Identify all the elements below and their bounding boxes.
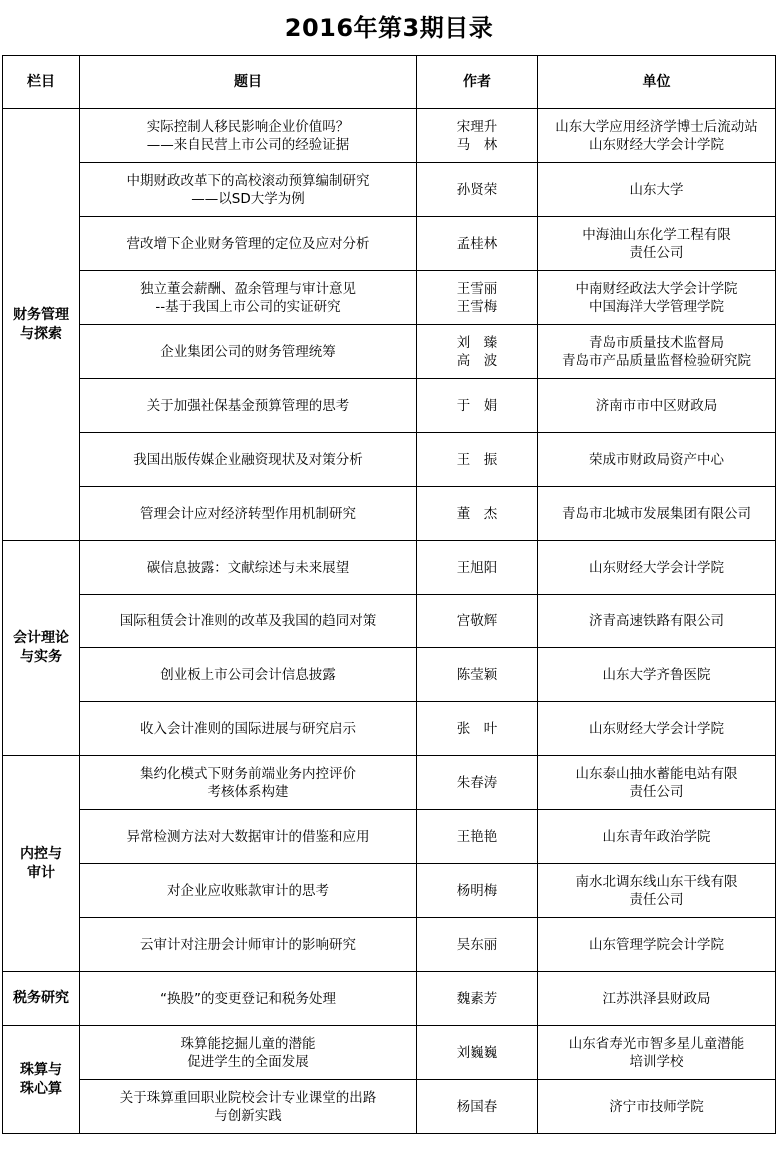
author-cell: 宫敬辉 — [417, 595, 538, 648]
table-row — [3, 217, 776, 271]
unit-cell: 山东管理学院会计学院 — [538, 918, 776, 972]
table-row — [3, 487, 776, 541]
author-cell: 孙贤荣 — [417, 163, 538, 217]
table-row — [3, 810, 776, 864]
topic-cell: 集约化模式下财务前端业务内控评价 考核体系构建 — [80, 756, 417, 810]
author-cell: 王雪丽 王雪梅 — [417, 271, 538, 325]
unit-cell: 济南市市中区财政局 — [538, 379, 776, 433]
author-cell: 宋理升 马 林 — [417, 109, 538, 163]
author-cell: 吴东丽 — [417, 918, 538, 972]
table-row — [3, 702, 776, 756]
author-cell: 朱春涛 — [417, 756, 538, 810]
author-cell: 董 杰 — [417, 487, 538, 541]
unit-cell: 济宁市技师学院 — [538, 1080, 776, 1134]
table-row — [3, 163, 776, 217]
header-unit: 单位 — [538, 56, 776, 109]
author-cell: 张 叶 — [417, 702, 538, 756]
table-row — [3, 918, 776, 972]
topic-cell: 国际租赁会计准则的改革及我国的趋同对策 — [80, 595, 417, 648]
section-column-cell: 内控与 审计 — [3, 756, 80, 972]
topic-cell: 关于加强社保基金预算管理的思考 — [80, 379, 417, 433]
topic-cell: 独立董会薪酬、盈余管理与审计意见 --基于我国上市公司的实证研究 — [80, 271, 417, 325]
table-row — [3, 756, 776, 810]
unit-cell: 山东大学 — [538, 163, 776, 217]
table-row — [3, 541, 776, 595]
author-cell: 魏素芳 — [417, 972, 538, 1026]
topic-cell: 珠算能挖掘儿童的潜能 促进学生的全面发展 — [80, 1026, 417, 1080]
unit-cell: 山东省寿光市智多星儿童潜能 培训学校 — [538, 1026, 776, 1080]
table-row — [3, 595, 776, 648]
unit-cell: 中海油山东化学工程有限 责任公司 — [538, 217, 776, 271]
author-cell: 刘 臻 高 波 — [417, 325, 538, 379]
section-column-cell: 会计理论 与实务 — [3, 541, 80, 756]
author-cell: 于 娟 — [417, 379, 538, 433]
table-row — [3, 864, 776, 918]
table-row — [3, 325, 776, 379]
unit-cell: 荣成市财政局资产中心 — [538, 433, 776, 487]
header-topic: 题目 — [80, 56, 417, 109]
author-cell: 王 振 — [417, 433, 538, 487]
unit-cell: 山东青年政治学院 — [538, 810, 776, 864]
topic-cell: “换股”的变更登记和税务处理 — [80, 972, 417, 1026]
section-column-cell: 税务研究 — [3, 972, 80, 1026]
table-row — [3, 1026, 776, 1080]
topic-cell: 收入会计准则的国际进展与研究启示 — [80, 702, 417, 756]
unit-cell: 山东大学齐鲁医院 — [538, 648, 776, 702]
table-row — [3, 271, 776, 325]
unit-cell: 山东泰山抽水蓄能电站有限 责任公司 — [538, 756, 776, 810]
header-row — [3, 56, 776, 109]
author-cell: 王旭阳 — [417, 541, 538, 595]
topic-cell: 云审计对注册会计师审计的影响研究 — [80, 918, 417, 972]
unit-cell: 南水北调东线山东干线有限 责任公司 — [538, 864, 776, 918]
unit-cell: 山东大学应用经济学博士后流动站 山东财经大学会计学院 — [538, 109, 776, 163]
topic-cell: 实际控制人移民影响企业价值吗？ ——来自民营上市公司的经验证据 — [80, 109, 417, 163]
topic-cell: 碳信息披露：文献综述与未来展望 — [80, 541, 417, 595]
topic-cell: 对企业应收账款审计的思考 — [80, 864, 417, 918]
unit-cell: 青岛市北城市发展集团有限公司 — [538, 487, 776, 541]
topic-cell: 管理会计应对经济转型作用机制研究 — [80, 487, 417, 541]
contents-table — [2, 55, 776, 1134]
topic-cell: 我国出版传媒企业融资现状及对策分析 — [80, 433, 417, 487]
section-column-cell: 珠算与 珠心算 — [3, 1026, 80, 1134]
table-row — [3, 1080, 776, 1134]
table-row — [3, 972, 776, 1026]
unit-cell: 山东财经大学会计学院 — [538, 541, 776, 595]
contents-body — [3, 109, 776, 1134]
header-author: 作者 — [417, 56, 538, 109]
topic-cell: 中期财政改革下的高校滚动预算编制研究 ——以SD大学为例 — [80, 163, 417, 217]
table-row — [3, 433, 776, 487]
author-cell: 王艳艳 — [417, 810, 538, 864]
table-row — [3, 109, 776, 163]
unit-cell: 济青高速铁路有限公司 — [538, 595, 776, 648]
author-cell: 孟桂林 — [417, 217, 538, 271]
author-cell: 刘巍巍 — [417, 1026, 538, 1080]
unit-cell: 江苏洪泽县财政局 — [538, 972, 776, 1026]
unit-cell: 山东财经大学会计学院 — [538, 702, 776, 756]
author-cell: 杨明梅 — [417, 864, 538, 918]
table-row — [3, 648, 776, 702]
page-title: 2016年第3期目录 — [284, 14, 494, 42]
topic-cell: 异常检测方法对大数据审计的借鉴和应用 — [80, 810, 417, 864]
table-row — [3, 379, 776, 433]
topic-cell: 创业板上市公司会计信息披露 — [80, 648, 417, 702]
topic-cell: 营改增下企业财务管理的定位及应对分析 — [80, 217, 417, 271]
unit-cell: 青岛市质量技术监督局 青岛市产品质量监督检验研究院 — [538, 325, 776, 379]
header-column: 栏目 — [3, 56, 80, 109]
unit-cell: 中南财经政法大学会计学院 中国海洋大学管理学院 — [538, 271, 776, 325]
author-cell: 陈莹颖 — [417, 648, 538, 702]
topic-cell: 企业集团公司的财务管理统筹 — [80, 325, 417, 379]
author-cell: 杨国春 — [417, 1080, 538, 1134]
section-column-cell: 财务管理 与探索 — [3, 109, 80, 541]
topic-cell: 关于珠算重回职业院校会计专业课堂的出路 与创新实践 — [80, 1080, 417, 1134]
